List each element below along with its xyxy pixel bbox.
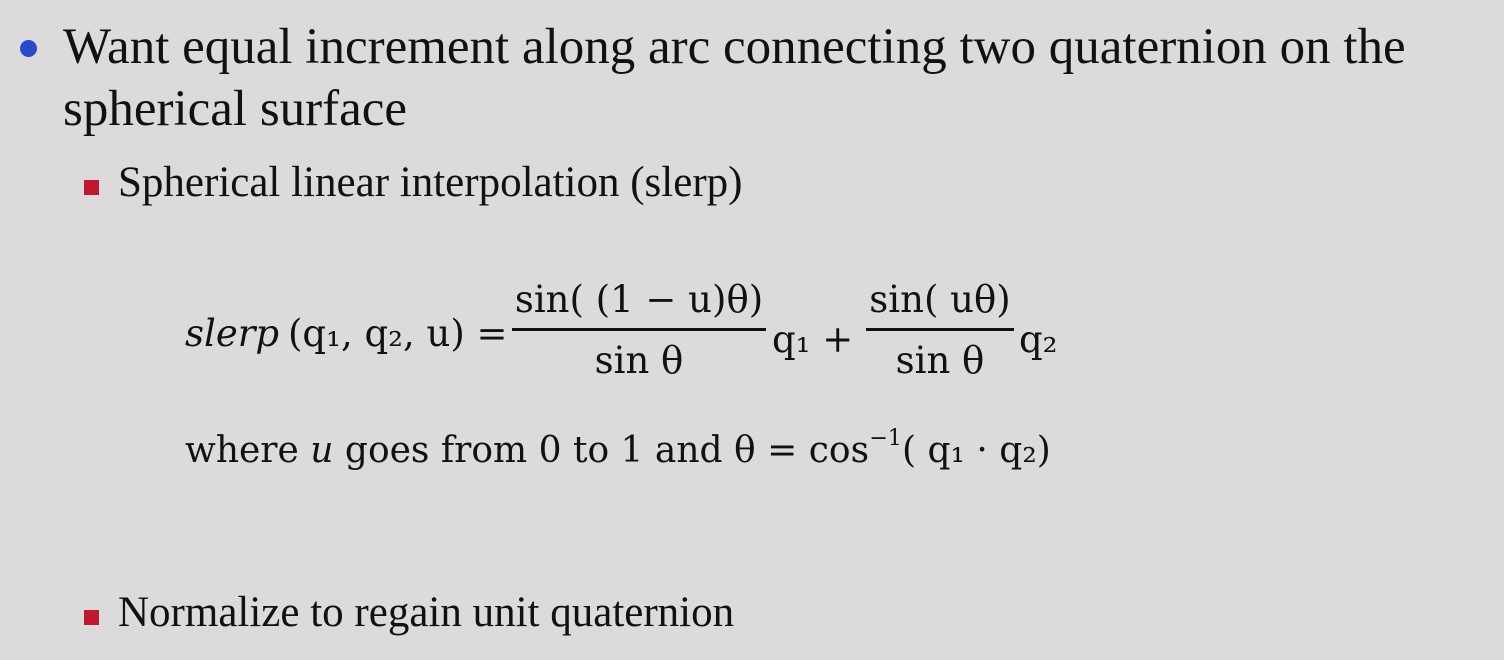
fraction-2-numerator: sin( uθ) — [869, 278, 1011, 321]
fraction-1-bar — [512, 328, 766, 331]
fraction-1-numerator: sin( (1 − u)θ) — [514, 278, 764, 321]
main-bullet-text: Want equal increment along arc connecting two quaternion on the spherical surface — [63, 19, 1406, 137]
where-args: ( q₁ · q₂) — [902, 430, 1051, 471]
formula-term-2: q₂ — [1019, 318, 1058, 361]
fraction-2-denominator: sin θ — [895, 339, 985, 382]
sub-bullet-normalize: Normalize to regain unit quaternion — [118, 589, 735, 636]
fraction-1 — [512, 276, 766, 385]
formula-term-1: q₁ + — [772, 318, 854, 361]
formula-lhs-args: (q₁, q₂, u) = — [288, 312, 508, 355]
fraction-1-denominator: sin θ — [594, 339, 684, 382]
where-middle: goes from 0 to 1 and — [333, 430, 735, 471]
fraction-2-bar — [866, 328, 1014, 331]
where-line — [185, 425, 1051, 471]
where-theta-eq: θ = cos — [734, 430, 870, 471]
red-square-icon — [84, 610, 99, 625]
formula-lhs-func: slerp — [185, 312, 280, 355]
sub-bullet-slerp: Spherical linear interpolation (slerp) — [118, 159, 743, 206]
where-sup: −1 — [869, 425, 902, 452]
fraction-2 — [866, 276, 1014, 385]
where-prefix: where — [185, 430, 311, 471]
where-u: u — [310, 430, 334, 471]
